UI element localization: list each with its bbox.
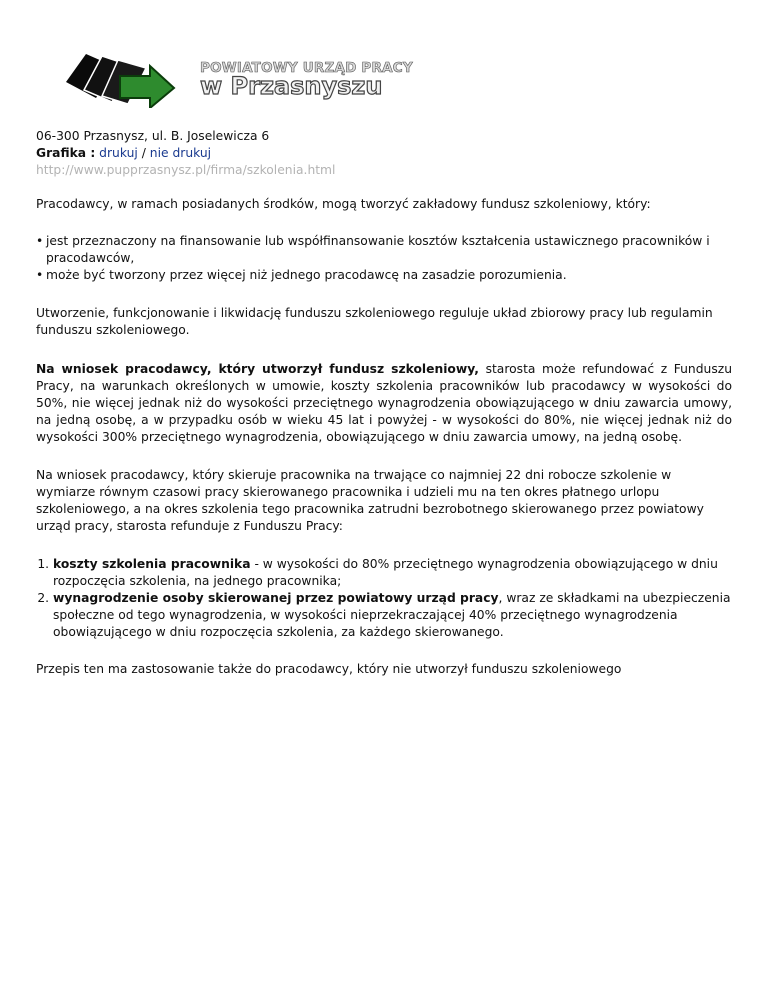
separator: / [141, 146, 146, 160]
intro-paragraph: Pracodawcy, w ramach posiadanych środków, mogą tworzyć zakładowy fundusz szkoleniowy, który: [36, 197, 651, 211]
page-url: http://www.pupprzasnysz.pl/firma/szkolenia.html [36, 163, 336, 177]
paragraph-refund-fund-bold: Na wniosek pracodawcy, który utworzył fundusz szkoleniowy, [36, 362, 479, 376]
paragraph-refund-training: Na wniosek pracodawcy, który skieruje pracownika na trwające co najmniej 22 dni robocze szkolenie w wymiarze równym czasowi pracy skierowanego pracownika i udzieli mu na ten okres płatnego urlopu szkoleniowego, a na okres szkolenia tego pracownika zatrudni bezrobotnego skierowanego przez powiatowy urząd pracy, starosta refunduje z Funduszu Pracy: [36, 468, 704, 533]
paragraph-regulation: Utworzenie, funkcjonowanie i likwidację funduszu szkoleniowego reguluje układ zbiorowy pracy lub regulamin funduszu szkoleniowego. [36, 306, 713, 337]
logo-title-line2: w Przasnyszu [200, 72, 383, 100]
grafika-label: Grafika : [36, 146, 96, 160]
meta-block [36, 128, 335, 179]
list-item: 1. koszty szkolenia pracownika - w wysokości do 80% przeciętnego wynagrodzenia obowiązującego w dniu rozpoczęcia szkolenia, na jednego pracownika; [53, 556, 732, 590]
address: 06-300 Przasnysz, ul. B. Joselewicza 6 [36, 129, 270, 143]
print-link[interactable]: drukuj [99, 146, 138, 160]
grafika-line [36, 145, 335, 162]
list-item: 2. wynagrodzenie osoby skierowanej przez powiatowy urząd pracy, wraz ze składkami na ubezpieczenia społeczne od tego wynagrodzenia, w wysokości nieprzekraczającej 40% przeciętnego wynagrodzenia obowiązującego w dniu rozpoczęcia szkolenia, za każdego skierowanego. [53, 590, 732, 641]
list-item: • jest przeznaczony na finansowanie lub współfinansowanie kosztów kształcenia ustawicznego pracowników i pracodawców, [36, 234, 710, 265]
logo [62, 46, 422, 106]
list-item: • może być tworzony przez więcej niż jednego pracodawcę na zasadzie porozumienia. [36, 268, 567, 282]
paragraph-refund-fund: Na wniosek pracodawcy, który utworzył fundusz szkoleniowy, starosta może refundować z Funduszu Pracy, na warunkach określonych w umowie, koszty szkolenia pracowników lub pracodawcy w wysokości do 50%, nie więcej jednak niż do wysokości przeciętnego wynagrodzenia obowiązującego w dniu zawarcia umowy, na jedną osobę, a w przypadku osób w wieku 45 lat i powyżej - w wysokości do 80%, nie więcej jednak niż do wysokości 300% przeciętnego wynagrodzenia, obowiązującego w dniu zawarcia umowy, na jedną osobę. [36, 362, 732, 444]
bullet-icon: • [36, 268, 44, 282]
closing-paragraph: Przepis ten ma zastosowanie także do pracodawcy, który nie utworzył funduszu szkoleniowego [36, 662, 622, 676]
bullet-icon: • [36, 234, 44, 248]
noprint-link[interactable]: nie drukuj [149, 146, 212, 160]
bullet-list [36, 233, 732, 284]
logo-title-line1: POWIATOWY URZĄD PRACY [200, 60, 413, 76]
article-content [36, 196, 732, 678]
logo-graphic-icon [62, 46, 192, 108]
numbered-list [36, 556, 732, 641]
